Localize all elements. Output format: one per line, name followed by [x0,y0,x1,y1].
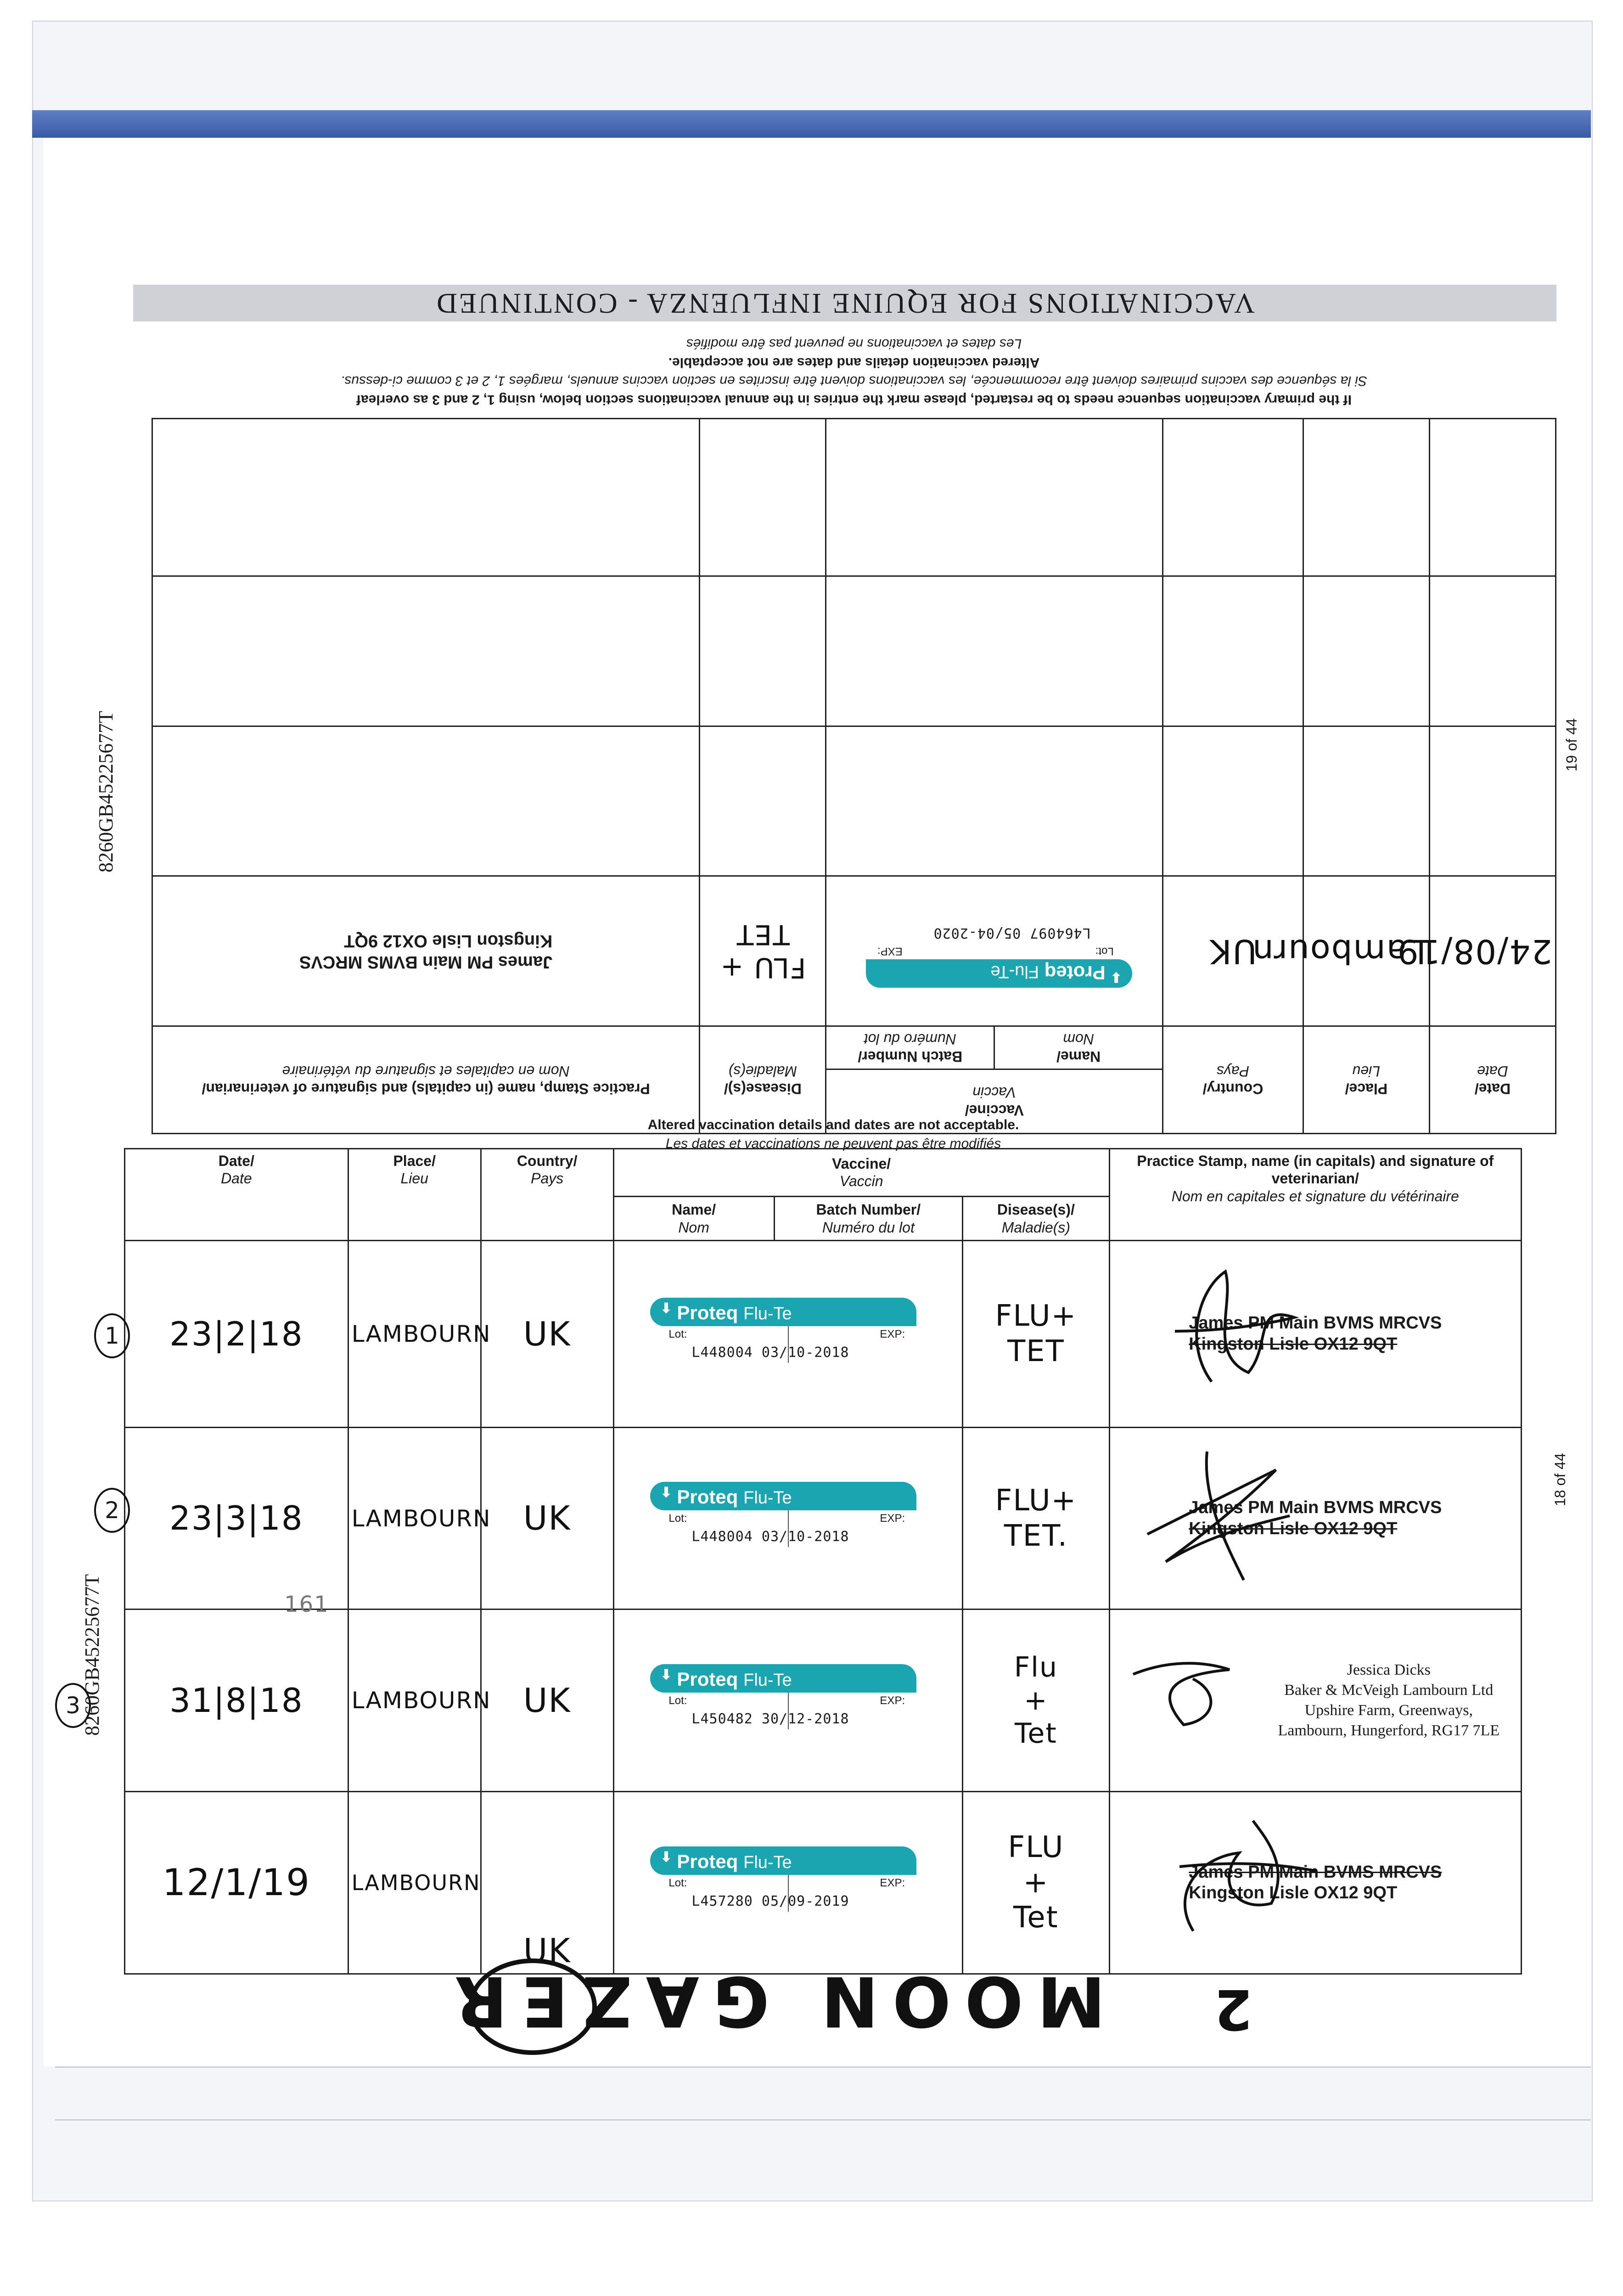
row-disease: FLU+ TET [963,1241,1109,1427]
vaccine-sticker: ⬇ Proteq Flu-Te Lot: EXP: L448004 03/10-2018 [650,1482,926,1551]
header-place: Place/ Lieu [348,1149,481,1241]
row-vaccine [613,1792,962,1974]
primary-sequence-marker: 1 [94,1313,130,1358]
row-date: 23|2|18 [125,1241,348,1427]
upper-header-vaccine: Vaccine/ Vaccin [826,1069,1163,1133]
horse-name-handwritten: MOON GAZER 2 [441,1961,1252,2041]
row-country: UK [481,1609,613,1792]
practice-stamp: James PM Main BVMS MRCVS Kingston Lisle OX12 9QT [1189,1497,1442,1539]
row-stamp [1109,1792,1521,1974]
row-disease: FLU + Tet [963,1792,1109,1974]
passport-id-upper: 8260GB4522567​7T [95,711,117,872]
row-vaccine [613,1427,962,1609]
row-place: LAMBOURN [348,1241,481,1427]
upper-header-name: Name/ Nom [994,1026,1163,1069]
upper-entry-place: Lambourn [1303,876,1429,1026]
upper-table-row [152,876,1556,1026]
passport-cover-spine [32,110,1591,138]
header-batch: Batch Number/ Numéro du lot [774,1196,963,1241]
header-disease: Disease(s)/ Maladie(s) [963,1196,1109,1241]
row-vaccine [613,1241,962,1427]
arrow-icon: ⬇ [1110,969,1122,985]
page-number-lower: 18 of 44 [1552,1453,1568,1506]
row-country: UK [481,1427,613,1609]
upper-entry-date: 24/08/19 [1429,876,1556,1026]
practice-stamp: James PM Main BVMS MRCVS Kingston Lisle OX12 9QT [1189,1862,1442,1904]
primary-sequence-marker: 3 [55,1683,91,1728]
row-place: LAMBOURN [348,1609,481,1792]
header-date: Date/ Date [125,1149,348,1241]
upper-header-practice: Practice Stamp, name (in capitals) and signature of veterinarian/ Nom en capitales et signature du vétérinaire [152,1026,700,1134]
upper-table-row [152,726,1556,876]
upper-page-rotated [133,216,1556,1134]
practice-stamp: James PM Main BVMS MRCVS Kingston Lisle OX12 9QT [299,931,553,972]
row-stamp [1109,1427,1521,1609]
upper-notes: If the primary vaccination sequence needs to be restarted, please mark the entries in the annual vaccinations section below, using 1, 2 and 3 as overleaf Si la séquence des vaccins primaires doivent être recommencée, les vaccinations doivent être inscrites en section vaccins annuels, margées 1, 2 et 3 comme ci-dessus. Altered vaccination details and dates are not acceptable. Les dates et vaccinations ne peuvent pas être modifiés [340,336,1368,407]
page-number-upper: 19 of 44 [1563,718,1580,771]
arrow-icon: ⬇ [660,1667,672,1683]
vaccine-sticker: ⬇ Proteq Flu-Te Lot: EXP: L448004 03/10-2018 [650,1298,926,1367]
lower-notes: Altered vaccination details and dates are not acceptable. Les dates et vaccinations ne peuvent pas être modifiés [647,1117,1019,1151]
row-disease: FLU+ TET. [963,1427,1109,1609]
upper-header-batch: Batch Number/ Numéro du lot [826,1026,994,1069]
table-row [125,1792,1522,1974]
upper-header-country: Country/ Pays [1163,1026,1303,1134]
page-edge [55,2119,1591,2121]
header-practice: Practice Stamp, name (in capitals) and signature of veterinarian/ Nom en capitales et signature du vétérinaire [1109,1149,1521,1241]
practice-stamp: James PM Main BVMS MRCVS Kingston Lisle OX12 9QT [1189,1313,1442,1355]
upper-header-place: Place/ Lieu [1303,1026,1429,1134]
section-banner: VACCINATIONS FOR EQUINE INFLUENZA - CONTINUED [133,285,1556,321]
row-date: 23|3|18 [125,1427,348,1609]
row-disease: Flu + Tet [963,1609,1109,1792]
table-row [125,1609,1522,1792]
lower-vaccination-table [124,1148,1522,1975]
arrow-icon: ⬇ [660,1300,672,1316]
row-place: LAMBOURN [348,1792,481,1974]
upper-header-date: Date/ Date [1429,1026,1556,1134]
header-country: Country/ Pays [481,1149,613,1241]
row-vaccine [613,1609,962,1792]
vaccine-sticker: ⬇ Proteq Flu-Te Lot: EXP: L450482 30/12-2018 [650,1664,926,1733]
table-row [125,1241,1522,1427]
vaccine-sticker: ⬇ Proteq Flu-Te Lot: EXP: L457280 05/09-2019 [650,1846,926,1915]
upper-entry-country: UK [1163,876,1303,1026]
header-vaccine: Vaccine/ Vaccin [613,1149,1109,1197]
passport-id-lower: 8260GB4522567​7T [81,1574,103,1736]
vaccine-sticker: ⬇ Proteq Flu-Te Lot: EXP: L464097 05/04-2020 [857,919,1132,988]
row-stamp [1109,1241,1521,1427]
page-edge [55,2066,1591,2068]
row-country: UK [481,1241,613,1427]
row-date: 12/1/19 [125,1792,348,1974]
primary-sequence-marker: 2 [94,1488,130,1533]
row-place: LAMBOURN [348,1427,481,1609]
row-stamp [1109,1609,1521,1792]
upper-entry-disease: FLU + TET [700,876,826,1026]
row-date: 161 31|8|18 [125,1609,348,1792]
arrow-icon: ⬇ [660,1485,672,1501]
upper-entry-stamp [152,876,700,1026]
table-row [125,1427,1522,1609]
row-country: UK [481,1792,613,1974]
signature-icon [1124,1647,1243,1739]
upper-entry-vaccine [826,876,1163,1026]
upper-header-disease: Disease(s)/ Maladie(s) [700,1026,826,1134]
upper-vaccination-table [152,418,1556,1134]
arrow-icon: ⬇ [660,1849,672,1865]
practice-stamp: Jessica Dicks Baker & McVeigh Lambourn Ltd Upshire Farm, Greenways, Lambourn, Hungerford, RG17 7LE [1278,1661,1500,1739]
upper-table-row [152,419,1556,576]
header-name: Name/ Nom [613,1196,774,1241]
upper-table-row [152,576,1556,726]
